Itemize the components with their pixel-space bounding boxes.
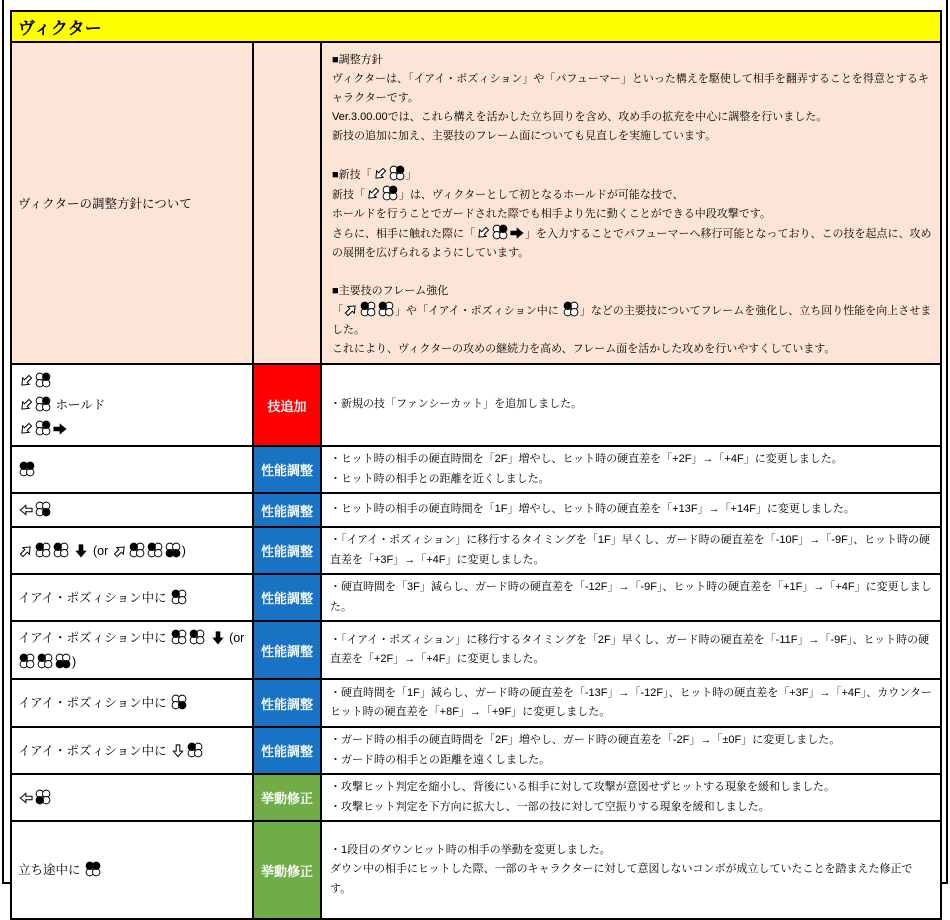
detail-cell [321, 493, 941, 527]
notation-button-lp-icon [563, 301, 579, 317]
notation-arrow-down-back-icon [476, 226, 490, 240]
patch-row [11, 493, 941, 527]
detail-cell [321, 446, 941, 493]
notation-arrow-back-icon [19, 791, 33, 805]
policy-label: ヴィクターの調整方針について [11, 42, 253, 364]
detail-cell [321, 727, 941, 774]
command-line: イアイ・ポズィション中に (or ) [18, 631, 245, 669]
patch-row [11, 821, 941, 919]
detail-line: ・ガード時の相手との距離を遠くしました。 [330, 753, 550, 766]
category-badge: 挙動修正 [253, 821, 321, 919]
notation-button-lp-icon [147, 542, 163, 558]
patch-row [11, 621, 941, 679]
patch-row [11, 364, 941, 446]
policy-paragraph: ヴィクターは、「イアイ・ポズィション」や「パフューマー」といった構えを駆使して相手を翻弄することを得意とするキャラクターです。 [332, 73, 929, 104]
character-header-row [11, 11, 941, 42]
command-cell [11, 574, 253, 621]
policy-paragraph: Ver.3.00.00では、これら構えを活かした立ち回りを含め、攻め手の拡充を中心に調整を行いました。 [332, 111, 828, 123]
notation-arrow-up-forward-icon [113, 544, 127, 558]
patch-row [11, 727, 941, 774]
command-cell [11, 364, 253, 446]
command-cell [11, 446, 253, 493]
notation-button-rk-icon [171, 694, 187, 710]
detail-cell [321, 364, 941, 446]
command-cell [11, 821, 253, 919]
notation-arrow-forward-filled-icon [53, 422, 67, 436]
command-line: (or ) [18, 539, 246, 563]
policy-paragraph: ■調整方針 [332, 54, 383, 66]
category-badge: 性能調整 [253, 727, 321, 774]
command-line [18, 498, 246, 522]
category-badge: 性能調整 [253, 527, 321, 574]
notation-arrow-down-filled-icon [211, 631, 225, 645]
category-badge: 挙動修正 [253, 774, 321, 821]
notation-button-lp-icon [35, 542, 51, 558]
notation-button-rp-icon [389, 165, 405, 181]
notation-button-lp-icon [189, 629, 205, 645]
command-line: 立ち途中に [18, 858, 246, 882]
notation-button-wp-icon [19, 461, 35, 477]
detail-line: ・硬直時間を「1F」減らし、ガード時の硬直差を「-13F」→「-12F」、ヒット時の硬直差を「+3F」→「+4F」、カウンターヒット時の硬直差を「+8F」→「+9F」に変更しました。 [330, 686, 932, 718]
notation-button-wk-icon [165, 542, 181, 558]
notation-arrow-back-icon [19, 503, 33, 517]
notation-arrow-down-back-icon [19, 374, 33, 388]
notation-button-lp-icon [53, 542, 69, 558]
notation-button-rp-icon [382, 185, 398, 201]
policy-paragraph: 新技「 」は、ヴィクターとして初となるホールドが可能な技で、 [332, 185, 934, 205]
policy-paragraph: ■新技「 」 [332, 165, 934, 185]
detail-line: ・「イアイ・ポズィション」に移行するタイミングを「2F」早くし、ガード時の硬直差を「-11F」→「-9F」、ヒット時の硬直差を「+2F」→「+4F」に変更しました。 [330, 633, 930, 665]
category-badge: 性能調整 [253, 621, 321, 679]
detail-cell [321, 774, 941, 821]
patch-notes-table [10, 10, 942, 920]
detail-line: ・硬直時間を「3F」減らし、ガード時の硬直差を「-12F」→「-9F」、ヒット時の硬直差を「+1F」→「+4F」に変更しました。 [330, 581, 932, 613]
notation-button-rp-icon [35, 372, 51, 388]
detail-cell [321, 679, 941, 727]
policy-row [11, 42, 941, 364]
detail-line: ダウン中の相手にヒットした際、一部のキャラクターに対して意図しないコンボが成立していたことを踏まえた修正です。 [330, 863, 913, 895]
patch-row [11, 574, 941, 621]
notation-button-lp-icon [129, 542, 145, 558]
patch-row [11, 774, 941, 821]
command-line [18, 786, 246, 810]
notation-button-rp-icon [35, 396, 51, 412]
notation-button-wp-icon [85, 861, 101, 877]
detail-line: ・攻撃ヒット判定を縮小し、背後にいる相手に対して攻撃が意図せずヒットする現象を緩和しました。 [330, 781, 836, 793]
notation-button-lp-icon [19, 653, 35, 669]
detail-line: ・ヒット時の相手の硬直時間を「2F」増やし、ヒット時の硬直差を「+2F」→「+4F」に変更しました。 [330, 453, 843, 465]
notation-button-lp-icon [37, 653, 53, 669]
notation-button-lp-icon [360, 301, 376, 317]
command-cell [11, 621, 253, 679]
command-line: イアイ・ポズィション中に [18, 586, 246, 610]
notation-button-rp-icon [492, 224, 508, 240]
category-badge: 性能調整 [253, 446, 321, 493]
category-badge: 技追加 [253, 364, 321, 446]
notation-button-lp-icon [378, 301, 394, 317]
category-badge: 性能調整 [253, 679, 321, 727]
notation-arrow-up-forward-icon [19, 544, 33, 558]
command-line: イアイ・ポズィション中に [18, 739, 246, 763]
notation-arrow-down-back-icon [19, 398, 33, 412]
policy-paragraph [332, 146, 934, 165]
detail-line: ・攻撃ヒット判定を下方向に拡大し、一部の技に対して空振りする現象を緩和しました。 [330, 800, 770, 813]
notation-button-rp-icon [35, 420, 51, 436]
policy-paragraph: 新技の追加に加え、主要技のフレーム面についても見直しを実施しています。 [332, 130, 717, 142]
notation-button-wk-icon [55, 653, 71, 669]
notation-button-lp-icon [171, 629, 187, 645]
command-line [18, 458, 246, 482]
command-cell [11, 727, 253, 774]
command-line: イアイ・ポズィション中に [18, 691, 246, 715]
detail-line: ・ヒット時の相手との距離を近くしました。 [330, 472, 550, 485]
patch-row [11, 446, 941, 493]
notation-arrow-down-back-icon [366, 187, 380, 201]
policy-paragraph [332, 263, 934, 282]
detail-cell [321, 821, 941, 919]
command-cell [11, 679, 253, 727]
policy-empty-cell [253, 42, 321, 364]
command-line: ホールド [18, 393, 246, 417]
detail-cell [321, 527, 941, 574]
command-cell [11, 527, 253, 574]
detail-line: ・「イアイ・ポズィション」に移行するタイミングを「1F」早くし、ガード時の硬直差を「-10F」→「-9F」、ヒット時の硬直差を「+3F」→「+4F」に変更しました。 [330, 534, 930, 566]
policy-paragraph: ■主要技のフレーム強化 [332, 285, 449, 297]
category-badge: 性能調整 [253, 574, 321, 621]
character-title: ヴィクター [11, 11, 941, 42]
command-cell [11, 774, 253, 821]
patch-row [11, 527, 941, 574]
detail-line: ・新規の技「ファンシーカット」を追加しました。 [330, 398, 583, 411]
patch-row [11, 679, 941, 727]
detail-line: ・1段目のダウンヒット時の相手の挙動を変更しました。 [330, 843, 611, 856]
detail-line: ・ガード時の相手の硬直時間を「2F」増やし、ガード時の硬直差を「-2F」→「±0F」に変更しました。 [330, 734, 841, 746]
policy-paragraph: 「 」や「イアイ・ポズィション中に 」などの主要技についてフレームを強化し、立ち回り性能を向上させました。 [332, 301, 934, 340]
notation-arrow-down-back-icon [373, 167, 387, 181]
notation-button-lp-icon [171, 589, 187, 605]
notation-arrow-forward-filled-icon [510, 226, 524, 240]
command-cell [11, 493, 253, 527]
notation-arrow-up-forward-icon [344, 303, 358, 317]
policy-content-cell [321, 42, 941, 364]
policy-paragraph: ホールドを行うことでガードされた際でも相手より先に動くことができる中段攻撃です。 [332, 208, 771, 220]
detail-line: ・ヒット時の相手の硬直時間を「1F」増やし、ヒット時の硬直差を「+13F」→「+14F」に変更しました。 [330, 503, 855, 516]
policy-paragraph: さらに、相手に触れた際に「 」を入力することでパフューマーへ移行可能となっており、この技を起点に、攻めの展開を広げられるようにしています。 [332, 224, 934, 263]
policy-paragraph: これにより、ヴィクターの攻めの継続力を高め、フレーム面を活かした攻めを行いやすくしています。 [332, 343, 836, 355]
detail-cell [321, 621, 941, 679]
notation-button-rk-icon [35, 501, 51, 517]
notation-button-lp-icon [187, 742, 203, 758]
notation-arrow-down-filled-icon [74, 544, 88, 558]
command-line [18, 369, 246, 393]
patch-rows-body [11, 364, 941, 919]
notation-arrow-down-back-icon [19, 422, 33, 436]
category-badge: 性能調整 [253, 493, 321, 527]
command-line [18, 417, 246, 441]
notation-arrow-down-icon [171, 744, 185, 758]
notation-button-lk-icon [35, 789, 51, 805]
detail-cell [321, 574, 941, 621]
